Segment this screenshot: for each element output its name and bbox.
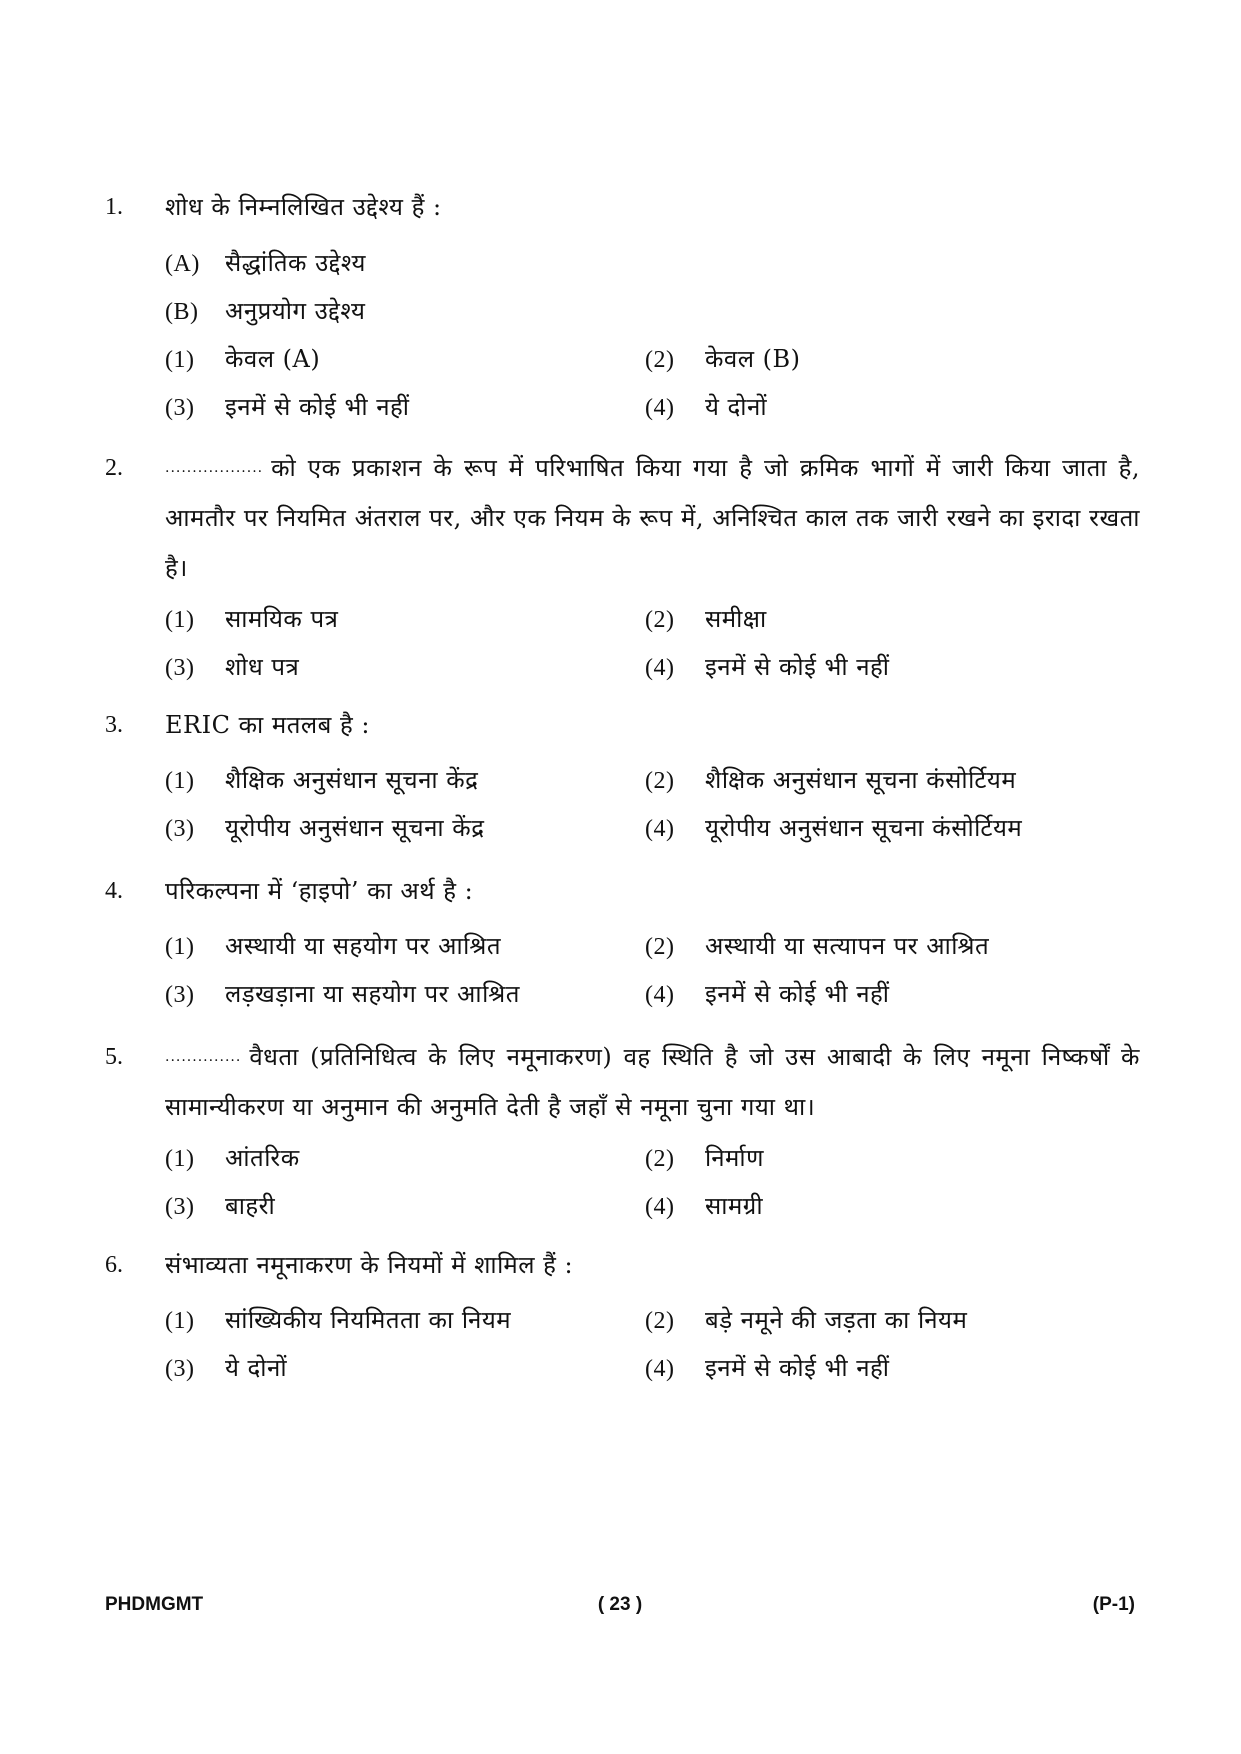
option-text: लड़खड़ाना या सहयोग पर आश्रित: [225, 980, 520, 1008]
option-text: केवल (A): [225, 345, 321, 373]
option-3[interactable]: [165, 970, 520, 1019]
option-2[interactable]: [645, 922, 989, 971]
option-4[interactable]: [645, 643, 890, 692]
statement-row: [165, 287, 1140, 335]
option-label: (1): [165, 1308, 195, 1334]
question-4: [105, 866, 1140, 1018]
option-4[interactable]: [645, 804, 1022, 853]
option-3[interactable]: [165, 383, 410, 432]
statement-a: [165, 239, 366, 288]
option-row: [165, 1182, 1140, 1230]
option-text: इनमें से कोई भी नहीं: [705, 653, 890, 681]
option-row: [165, 970, 1140, 1018]
option-label: (2): [645, 347, 675, 373]
option-text: केवल (B): [705, 345, 801, 373]
question-text: संभाव्यता नमूनाकरण के नियमों में शामिल हैं :: [165, 1251, 574, 1279]
option-text: अस्थायी या सत्यापन पर आश्रित: [705, 932, 990, 960]
option-4[interactable]: [645, 1344, 890, 1393]
option-4[interactable]: [645, 1182, 763, 1231]
question-1: [105, 182, 1140, 431]
option-1[interactable]: [165, 335, 320, 384]
option-label: (1): [165, 934, 195, 960]
option-3[interactable]: [165, 1344, 287, 1393]
option-label: (3): [165, 816, 195, 842]
option-row: [165, 335, 1140, 383]
option-label: (4): [645, 982, 675, 1008]
question-number: 3.: [105, 712, 123, 738]
question-text-block: [165, 1032, 1140, 1132]
option-row: [165, 595, 1140, 643]
option-text: इनमें से कोई भी नहीं: [705, 1354, 890, 1382]
option-row: [165, 756, 1140, 804]
option-3[interactable]: [165, 1182, 275, 1231]
option-text: शैक्षिक अनुसंधान सूचना केंद्र: [225, 766, 479, 794]
question-3: [105, 700, 1140, 852]
option-text: ये दोनों: [705, 393, 768, 421]
option-text: आंतरिक: [225, 1144, 300, 1172]
option-label: (1): [165, 347, 195, 373]
option-row: [165, 643, 1140, 691]
option-label: (3): [165, 1194, 195, 1220]
statement-text: अनुप्रयोग उद्देश्य: [225, 297, 366, 325]
option-2[interactable]: [645, 1134, 764, 1183]
option-1[interactable]: [165, 1296, 511, 1345]
option-label: (4): [645, 1356, 675, 1382]
question-text: शोध के निम्नलिखित उद्देश्य हैं :: [165, 193, 442, 221]
option-2[interactable]: [645, 335, 801, 384]
option-row: [165, 1296, 1140, 1344]
option-text: अस्थायी या सहयोग पर आश्रित: [225, 932, 502, 960]
option-text: शैक्षिक अनुसंधान सूचना कंसोर्टियम: [705, 766, 1017, 794]
option-text: सामयिक पत्र: [225, 605, 339, 633]
option-label: (4): [645, 655, 675, 681]
page-number: ( 23 ): [597, 1594, 643, 1615]
option-1[interactable]: [165, 1134, 300, 1183]
option-row: [165, 804, 1140, 852]
statement-label: (B): [165, 299, 199, 325]
statement-label: (A): [165, 251, 200, 277]
fill-in-blank: ..................: [165, 460, 264, 476]
option-label: (1): [165, 607, 195, 633]
option-3[interactable]: [165, 643, 299, 692]
option-label: (3): [165, 655, 195, 681]
question-number: 1.: [105, 194, 123, 220]
question-number: 6.: [105, 1252, 123, 1278]
option-text: इनमें से कोई भी नहीं: [705, 980, 890, 1008]
statement-text: सैद्धांतिक उद्देश्य: [225, 249, 366, 277]
option-1[interactable]: [165, 595, 338, 644]
statement-row: [165, 239, 1140, 287]
option-label: (1): [165, 1146, 195, 1172]
option-text: निर्माण: [705, 1144, 764, 1172]
option-label: (3): [165, 1356, 195, 1382]
option-text: बड़े नमूने की जड़ता का नियम: [705, 1306, 968, 1334]
page-footer: [105, 1594, 1135, 1624]
option-label: (4): [645, 1194, 675, 1220]
question-6: [105, 1240, 1140, 1392]
option-text: बाहरी: [225, 1192, 276, 1220]
question-2: [105, 443, 1140, 691]
paper-code: PHDMGMT: [105, 1594, 204, 1615]
option-label: (2): [645, 768, 675, 794]
option-label: (2): [645, 1308, 675, 1334]
question-text-block: [165, 443, 1140, 593]
option-text: समीक्षा: [705, 605, 767, 633]
question-text: ERIC का मतलब है :: [165, 711, 370, 739]
option-4[interactable]: [645, 970, 890, 1019]
statement-b: [165, 287, 365, 336]
option-text: शोध पत्र: [225, 653, 300, 681]
option-label: (3): [165, 982, 195, 1008]
option-row: [165, 922, 1140, 970]
option-label: (1): [165, 768, 195, 794]
option-label: (4): [645, 816, 675, 842]
option-4[interactable]: [645, 383, 767, 432]
question-number: 2.: [105, 455, 123, 481]
option-label: (2): [645, 1146, 675, 1172]
question-number: 5.: [105, 1044, 123, 1070]
option-2[interactable]: [645, 595, 767, 644]
option-label: (3): [165, 395, 195, 421]
option-text: यूरोपीय अनुसंधान सूचना केंद्र: [225, 814, 485, 842]
option-text: ये दोनों: [225, 1354, 288, 1382]
question-text: को एक प्रकाशन के रूप में परिभाषित किया गया है जो क्रमिक भागों में जारी किया जाता है, आमतौर पर नियमित अंतराल पर, और एक नियम के रूप में, अनिश्चित काल तक जारी रखने का इरादा रखता है।: [165, 454, 1140, 582]
option-text: सामग्री: [705, 1192, 764, 1220]
option-text: सांख्यिकीय नियमितता का नियम: [225, 1306, 512, 1334]
option-2[interactable]: [645, 756, 1016, 805]
question-text: परिकल्पना में ‘हाइपो’ का अर्थ है :: [165, 877, 474, 905]
fill-in-blank: ..............: [165, 1049, 242, 1065]
option-text: यूरोपीय अनुसंधान सूचना कंसोर्टियम: [705, 814, 1023, 842]
paper-set: (P-1): [1092, 1594, 1135, 1615]
option-row: [165, 1134, 1140, 1182]
option-label: (4): [645, 395, 675, 421]
option-label: (2): [645, 934, 675, 960]
option-text: इनमें से कोई भी नहीं: [225, 393, 410, 421]
question-number: 4.: [105, 878, 123, 904]
question-text: वैधता (प्रतिनिधित्व के लिए नमूनाकरण) वह स्थिति है जो उस आबादी के लिए नमूना निष्कर्षों के सामान्यीकरण या अनुमान की अनुमति देती है जहाँ से नमूना चुना गया था।: [165, 1043, 1140, 1121]
option-row: [165, 383, 1140, 431]
option-2[interactable]: [645, 1296, 967, 1345]
option-1[interactable]: [165, 756, 478, 805]
question-5: [105, 1032, 1140, 1230]
option-3[interactable]: [165, 804, 484, 853]
option-1[interactable]: [165, 922, 501, 971]
option-row: [165, 1344, 1140, 1392]
option-label: (2): [645, 607, 675, 633]
